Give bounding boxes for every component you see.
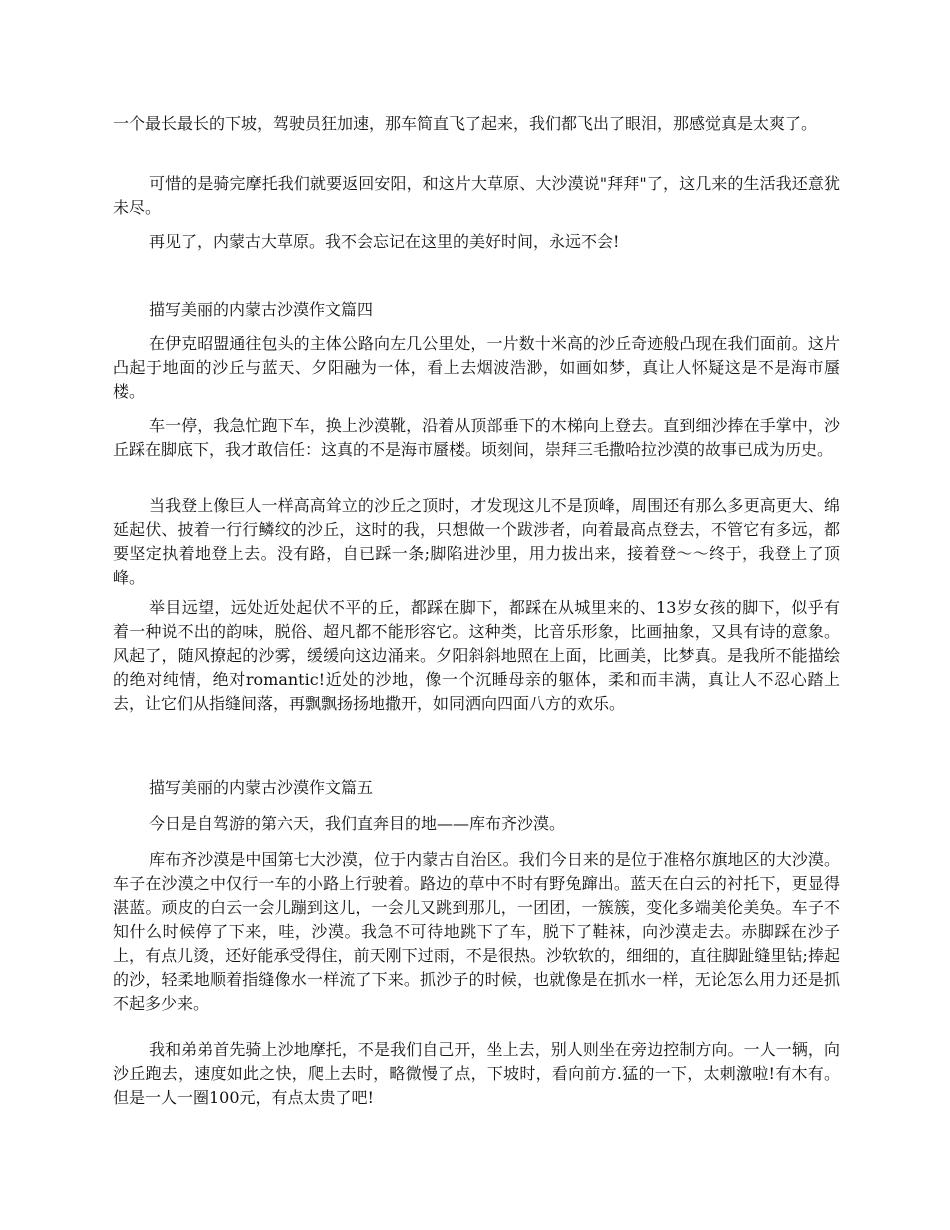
- paragraph: 举目远望，远处近处起伏不平的丘，都踩在脚下，都踩在从城里来的、13岁女孩的脚下，似乎有着一种说不出的韵味，脱俗、超凡都不能形容它。这种类，比音乐形象，比画抽象，又具有诗的意象。风起了，随风撩起的沙雾，缓缓向这边涌来。夕阳斜斜地照在上面，比画美，比梦真。是我所不能描绘的绝对纯情，绝对romantic!近处的沙地，像一个沉睡母亲的躯体，柔和而丰满，真让人不忍心踏上去，让它们从指缝间落，再飘飘扬扬地撒开，如同洒向四面八方的欢乐。: [113, 598, 840, 713]
- paragraph: 我和弟弟首先骑上沙地摩托，不是我们自己开，坐上去，别人则坐在旁边控制方向。一人一辆，向沙丘跑去，速度如此之快，爬上去时，略微慢了点，下坡时，看向前方.猛的一下，太刺激啦!有木有。但是一人一圈100元，有点太贵了吧!: [113, 1040, 840, 1107]
- paragraph: 库布齐沙漠是中国第七大沙漠，位于内蒙古自治区。我们今日来的是位于准格尔旗地区的大沙漠。车子在沙漠之中仅行一车的小路上行驶着。路边的草中不时有野兔蹿出。蓝天在白云的衬托下，更显得湛蓝。顽皮的白云一会儿蹦到这儿，一会儿又跳到那儿，一团团，一簇簇，变化多端美伦美奂。车子不知什么时候停了下来，哇，沙漠。我急不可待地跳下了车，脱下了鞋袜，向沙漠走去。赤脚踩在沙子上，有点儿烫，还好能承受得住，前天刚下过雨，不是很热。沙软软的，细细的，直往脚趾缝里钻;捧起的沙，轻柔地顺着指缝像水一样流了下来。抓沙子的时候，也就像是在抓水一样，无论怎么用力还是抓不起多少来。: [113, 850, 840, 1013]
- paragraph: 再见了，内蒙古大草原。我不会忘记在这里的美好时间，永远不会!: [149, 232, 620, 251]
- section-title: 描写美丽的内蒙古沙漠作文篇四: [149, 300, 374, 319]
- paragraph: 今日是自驾游的第六天，我们直奔目的地——库布齐沙漠。: [149, 814, 566, 833]
- paragraph: 可惜的是骑完摩托我们就要返回安阳，和这片大草原、大沙漠说"拜拜"了，这几来的生活我还意犹未尽。: [113, 174, 840, 217]
- paragraph: 当我登上像巨人一样高高耸立的沙丘之顶时，才发现这儿不是顶峰，周围还有那么多更高更大、绵延起伏、披着一行行鳞纹的沙丘，这时的我，只想做一个跋涉者，向着最高点登去，不管它有多远，都要坚定执着地登上去。没有路，自已踩一条;脚陷进沙里，用力拔出来，接着登～～终于，我登上了顶峰。: [113, 496, 840, 587]
- paragraph: 车一停，我急忙跑下车，换上沙漠靴，沿着从顶部垂下的木梯向上登去。直到细沙捧在手掌中，沙丘踩在脚底下，我才敢信任：这真的不是海市蜃楼。顷刻间，崇拜三毛撒哈拉沙漠的故事已成为历史。: [113, 416, 840, 459]
- paragraph: 在伊克昭盟通往包头的主体公路向左几公里处，一片数十米高的沙丘奇迹般凸现在我们面前。这片凸起于地面的沙丘与蓝天、夕阳融为一体，看上去烟波浩渺，如画如梦，真让人怀疑这是不是海市蜃楼。: [113, 334, 840, 401]
- paragraph: 一个最长最长的下坡，驾驶员狂加速，那车简直飞了起来，我们都飞出了眼泪，那感觉真是太爽了。: [113, 114, 818, 133]
- section-title: 描写美丽的内蒙古沙漠作文篇五: [149, 778, 374, 797]
